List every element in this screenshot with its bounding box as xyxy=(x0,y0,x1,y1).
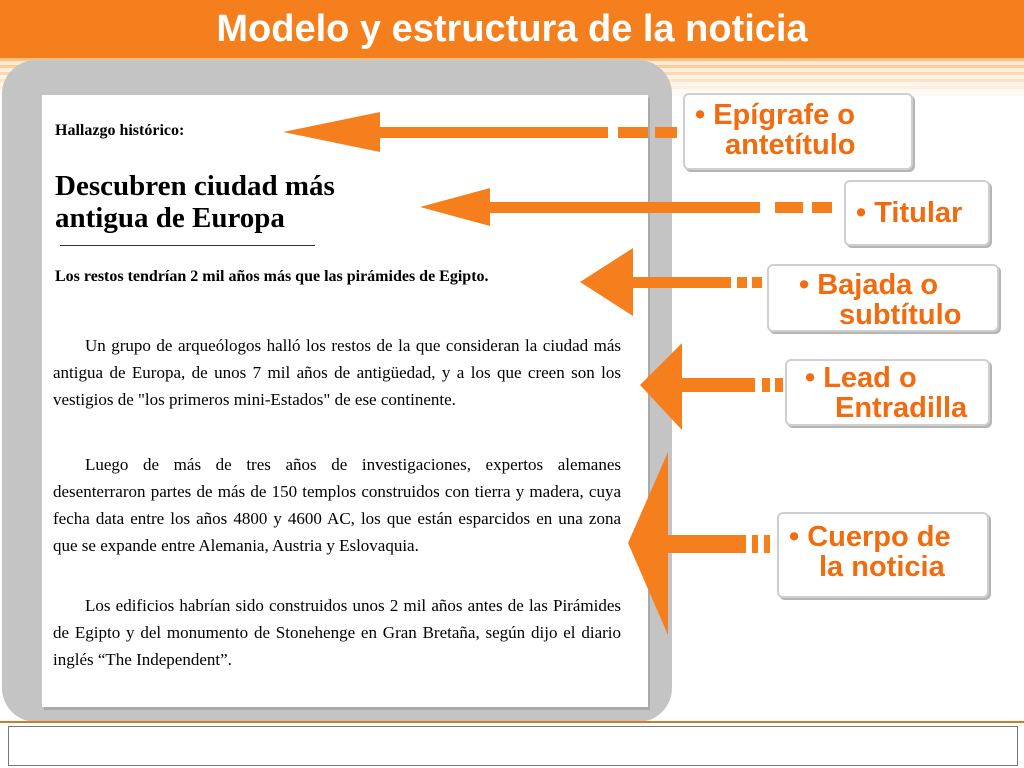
article-bajada: Los restos tendrían 2 mil años más que las pirámides de Egipto. xyxy=(55,268,489,285)
label-titular-line1: • Titular xyxy=(856,197,963,229)
label-bajada-line1: • Bajada o xyxy=(799,269,939,301)
footer-bar xyxy=(8,726,1018,766)
arrow-epigrafe-icon xyxy=(283,112,677,152)
label-epigrafe xyxy=(683,93,913,170)
arrow-lead-icon xyxy=(640,343,783,430)
slide-title: Modelo y estructura de la noticia xyxy=(216,8,808,50)
article-lead-paragraph: Un grupo de arqueólogos halló los restos de la que consideran la ciudad más antigua de Europa, de unos 7 mil años de antigüedad, y a los que creen son los vestigios de "los primeros mini-Estados" de ese continente. xyxy=(53,336,621,409)
article-titular: Descubren ciudad más antigua de Europa xyxy=(55,170,335,234)
label-cuerpo-line2: la noticia xyxy=(819,551,945,583)
label-epigrafe-line2: antetítulo xyxy=(725,129,856,161)
article-body-paragraph-2: Los edificios habrían sido construidos unos 2 mil años antes de las Pirámides de Egipto y del monumento de Stonehenge en Gran Bretaña, según dijo el diario inglés “The Independent”. xyxy=(53,596,621,669)
article-body-paragraph-1: Luego de más de tres años de investigaciones, expertos alemanes desenterraron partes de más de 150 templos construidos con tierra y madera, cuya fecha data entre los años 4800 y 4600 AC, los que están esparcidos en una zona que se expande entre Alemania, Austria y Eslovaquia. xyxy=(53,455,621,555)
label-titular xyxy=(844,180,990,246)
label-cuerpo xyxy=(777,512,989,598)
arrow-bajada-icon xyxy=(580,248,762,316)
footer-line xyxy=(0,721,1024,723)
label-bajada xyxy=(767,264,999,332)
label-cuerpo-line1: • Cuerpo de xyxy=(789,521,951,553)
label-bajada-line2: subtítulo xyxy=(839,299,962,331)
label-lead xyxy=(785,359,990,426)
arrow-titular-icon xyxy=(420,188,832,226)
label-epigrafe-line1: • Epígrafe o xyxy=(695,99,856,131)
arrow-cuerpo-icon xyxy=(628,452,770,635)
label-lead-line2: Entradilla xyxy=(835,392,968,424)
label-lead-line1: • Lead o xyxy=(805,362,917,394)
article-epigrafe: Hallazgo histórico: xyxy=(55,122,185,139)
